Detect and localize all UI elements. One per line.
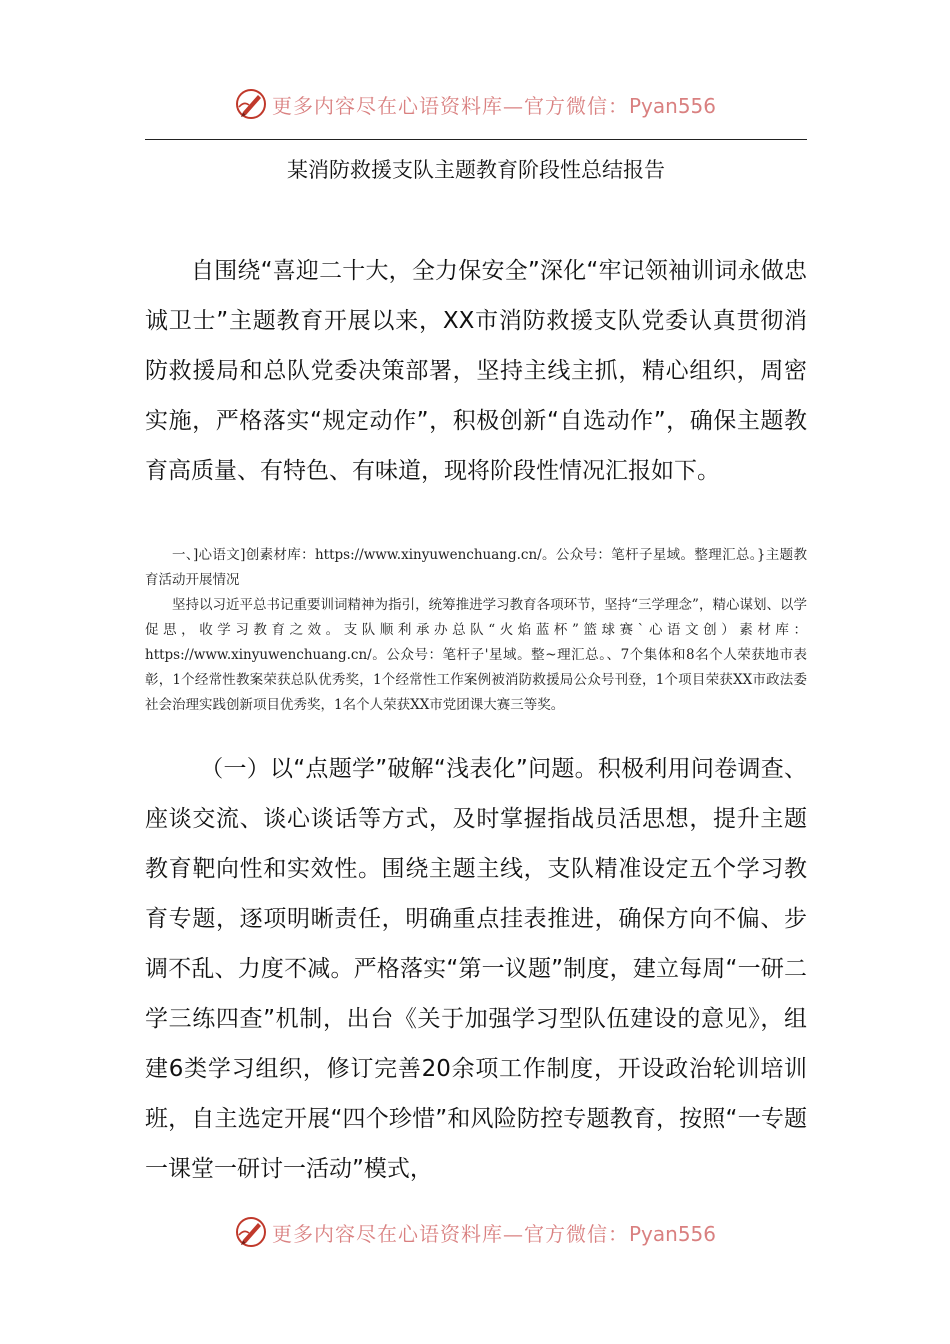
top-watermark: [0, 84, 950, 124]
header-divider: [145, 139, 807, 140]
watermark-text: 更多内容尽在心语资料库—官方微信：Pyan556: [271, 93, 716, 118]
watermark-text: 更多内容尽在心语资料库—官方微信：Pyan556: [271, 1221, 716, 1246]
summary-paragraph: 坚持以习近平总书记重要训词精神为指引，统筹推进学习教育各项环节，坚持“三学理念”，精心谋划、以学促思，收学习教育之效。支队顺利承办总队“火焰蓝杯”篮球赛`心语文创）素材库：https://www.xinyuwenchuang.cn/。公众号：笔杆子'星域。整~理汇总。、7个集体和8名个人荣获地市表彰，1个经常性教案荣获总队优秀奖，1个经常性工作案例被消防救援局公众号刊登，1个项目荣获XX市政法委社会治理实践创新项目优秀奖，1名个人荣获XX市党团课大赛三等奖。: [145, 597, 807, 713]
section-heading: 一、]心语文]创素材库：https://www.xinyuwenchuang.cn/。公众号：笔杆子星域。整理汇总。}主题教育活动开展情况: [145, 547, 807, 588]
pen-logo-icon: [234, 1215, 268, 1249]
intro-paragraph: 自围绕“喜迎二十大，全力保安全”深化“牢记领袖训词永做忠诚卫士”主题教育开展以来，XX市消防救援支队党委认真贯彻消防救援局和总队党委决策部署，坚持主线主抓，精心组织，周密实施，严格落实“规定动作”，积极创新“自选动作”，确保主题教育高质量、有特色、有味道，现将阶段性情况汇报如下。: [145, 258, 807, 484]
subsection-paragraph: （一）以“点题学”破解“浅表化”问题。积极利用问卷调查、座谈交流、谈心谈话等方式，及时掌握指战员活思想，提升主题教育靶向性和实效性。围绕主题主线，支队精准设定五个学习教育专题，逐项明晰责任，明确重点挂表推进，确保方向不偏、步调不乱、力度不减。严格落实“第一议题”制度，建立每周“一研二学三练四查”机制，出台《关于加强学习型队伍建设的意见》，组建6类学习组织，修订完善20余项工作制度，开设政治轮训培训班，自主选定开展“四个珍惜”和风险防控专题教育，按照“一专题一课堂一研讨一活动”模式，: [145, 756, 807, 1182]
bottom-watermark: [0, 1212, 950, 1252]
document-title: 某消防救援支队主题教育阶段性总结报告: [287, 158, 665, 182]
pen-logo-icon: [234, 87, 268, 121]
